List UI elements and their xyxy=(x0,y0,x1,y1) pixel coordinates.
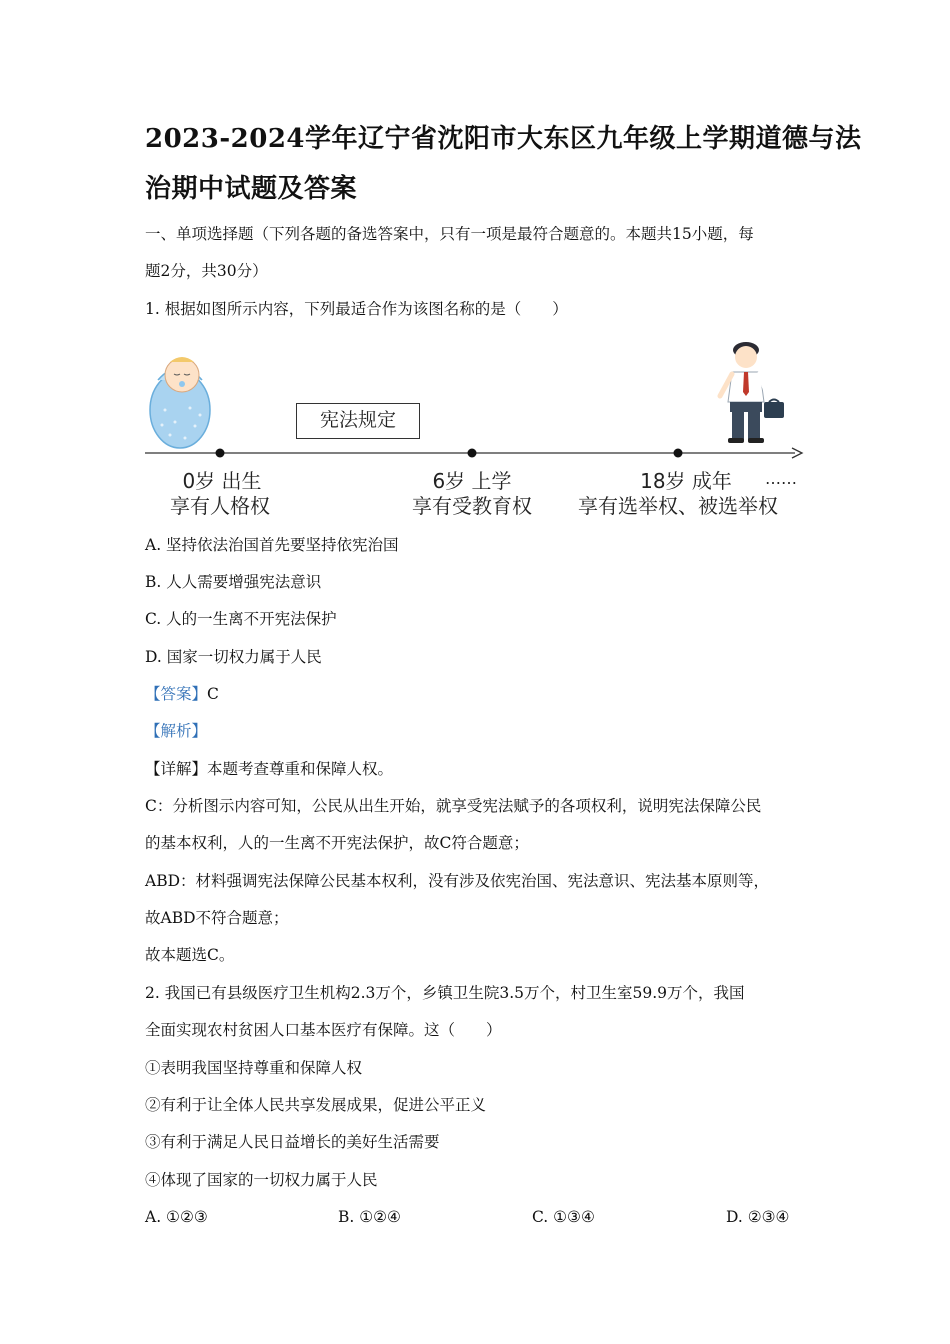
analysis-tag: 【解析】 xyxy=(145,722,208,740)
stage-school-age: 6岁 上学 xyxy=(432,469,512,493)
q2-item-4: ④体现了国家的一切权力属于人民 xyxy=(145,1171,378,1189)
q2-item-2: ②有利于让全体人民共享发展成果，促进公平正义 xyxy=(145,1096,487,1114)
document-title-line2: 治期中试题及答案 xyxy=(145,174,358,204)
q1-explanation-abd-line1: ABD：材料强调宪法保障公民基本权利，没有涉及依宪治国、宪法意识、宪法基本原则等， xyxy=(145,872,770,890)
q2-stem-line2: 全面实现农村贫困人口基本医疗有保障。这（ ） xyxy=(145,1021,502,1039)
timeline-ellipsis: …… xyxy=(765,469,797,488)
q1-option-c: C. 人的一生离不开宪法保护 xyxy=(145,610,337,628)
q1-stem: 1. 根据如图所示内容，下列最适合作为该图名称的是（ ） xyxy=(145,300,568,318)
q2-item-3: ③有利于满足人民日益增长的美好生活需要 xyxy=(145,1133,440,1151)
q1-explanation-c-line2: 的基本权利，人的一生离不开宪法保护，故C符合题意； xyxy=(145,834,529,852)
answer-value: C xyxy=(207,685,219,703)
answer-tag: 【答案】 xyxy=(145,685,208,703)
q2-option-a: A. ①②③ xyxy=(145,1208,208,1226)
constitution-provision-label: 宪法规定 xyxy=(296,403,420,439)
q1-answer-line xyxy=(145,685,815,703)
stage-school-right: 享有受教育权 xyxy=(412,494,532,518)
q1-explanation-abd-line2: 故ABD不符合题意； xyxy=(145,909,289,927)
q2-item-1: ①表明我国坚持尊重和保障人权 xyxy=(145,1059,363,1077)
q1-option-d: D. 国家一切权力属于人民 xyxy=(145,648,322,666)
businessman-with-briefcase-icon xyxy=(720,342,784,443)
q2-options-row xyxy=(145,1208,815,1228)
constitution-timeline-figure xyxy=(140,330,810,525)
q1-option-b: B. 人人需要增强宪法意识 xyxy=(145,573,322,591)
q2-option-c: C. ①③④ xyxy=(532,1208,595,1226)
q2-option-b: B. ①②④ xyxy=(338,1208,401,1226)
stage-adult-age: 18岁 成年 xyxy=(640,469,732,493)
section-instruction-line1: 一、单项选择题（下列各题的备选答案中，只有一项是最符合题意的。本题共15小题，每 xyxy=(145,225,754,243)
stage-birth-right: 享有人格权 xyxy=(170,494,270,518)
stage-adult-right: 享有选举权、被选举权 xyxy=(578,494,778,518)
q1-conclusion: 故本题选C。 xyxy=(145,946,235,964)
q2-option-d: D. ②③④ xyxy=(726,1208,790,1226)
section-instruction-line2: 题2分，共30分） xyxy=(145,262,268,280)
q1-detail: 【详解】本题考查尊重和保障人权。 xyxy=(145,760,394,778)
timeline-arrow-icon xyxy=(145,448,802,458)
swaddled-baby-icon xyxy=(150,357,210,448)
q2-stem-line1: 2. 我国已有县级医疗卫生机构2.3万个，乡镇卫生院3.5万个，村卫生室59.9万个，我国 xyxy=(145,984,745,1002)
q1-explanation-c-line1: C：分析图示内容可知，公民从出生开始，就享受宪法赋予的各项权利，说明宪法保障公民 xyxy=(145,797,762,815)
q1-option-a: A. 坚持依法治国首先要坚持依宪治国 xyxy=(145,536,399,554)
document-title-line1: 2023-2024学年辽宁省沈阳市大东区九年级上学期道德与法 xyxy=(145,124,862,154)
stage-birth-age: 0岁 出生 xyxy=(182,469,262,493)
